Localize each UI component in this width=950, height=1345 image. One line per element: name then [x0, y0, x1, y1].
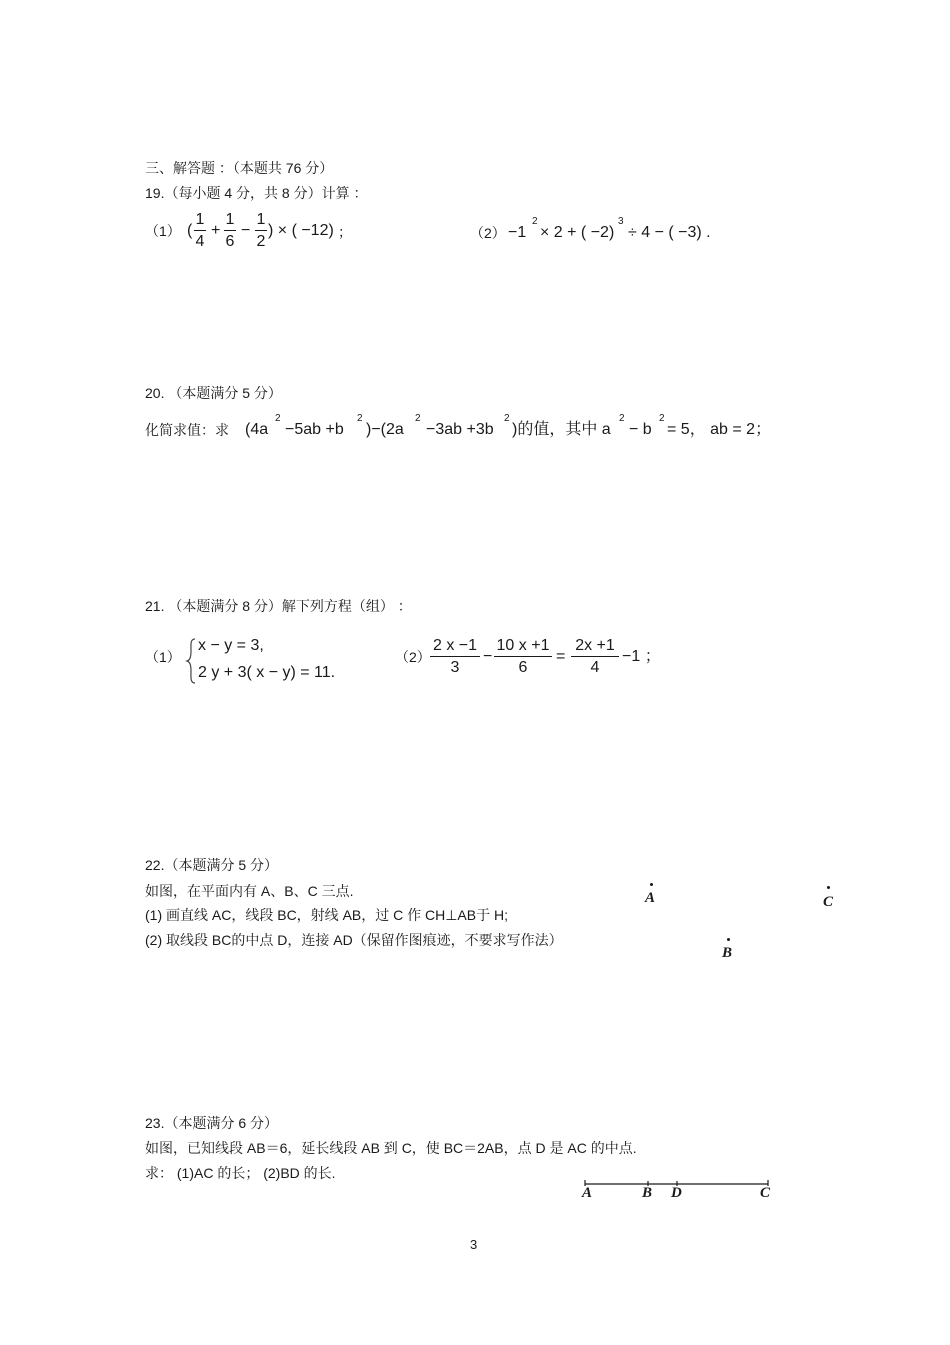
denominator: 2	[256, 233, 266, 250]
exponent: 2	[357, 413, 363, 424]
q20-expr-5: )的值，其中 a	[512, 421, 611, 438]
exponent: 2	[275, 413, 281, 424]
fraction-bar	[224, 230, 236, 231]
numerator: 2x +1	[575, 637, 615, 654]
page-number: 3	[470, 1237, 478, 1252]
fraction-bar	[255, 230, 267, 231]
q19-fraction-2	[224, 211, 236, 251]
q19-fraction-1	[194, 211, 206, 251]
denominator: 6	[225, 233, 235, 250]
q21-header: 21. （本题满分 8 分）解下列方程（组） ：	[145, 598, 412, 614]
denominator: 4	[195, 233, 205, 250]
fraction-bar	[430, 656, 480, 657]
q23-line-1: 如图，已知线段 AB＝6，延长线段 AB 到 C，使 BC＝2AB，点 D 是 AC 的中点.	[145, 1140, 637, 1156]
segment-point-b: B	[642, 1185, 653, 1201]
q19-header: 19.（每小题 4 分，共 8 分）计算 ：	[145, 185, 368, 201]
exponent: 2	[504, 413, 510, 424]
q23-line-2: 求： (1)AC 的长； (2)BD 的长.	[145, 1165, 336, 1181]
q19-part1-label: （1）	[145, 223, 181, 239]
exponent: 2	[659, 413, 665, 424]
q23-header: 23.（本题满分 6 分）	[145, 1115, 279, 1131]
system-brace-icon	[185, 637, 197, 685]
numerator: 1	[225, 211, 235, 228]
point-b-label: B	[722, 945, 733, 961]
q22-header: 22.（本题满分 5 分）	[145, 857, 279, 873]
point-c-dot	[827, 886, 830, 889]
numerator: 1	[256, 211, 266, 228]
section-title: 三、解答题 ：（本题共 76 分）	[145, 160, 334, 176]
q19-part2-c: ÷ 4 − ( −3) .	[628, 224, 711, 241]
q20-expr-3: )−(2a	[366, 421, 404, 438]
fraction-bar	[571, 656, 619, 657]
segment-point-c: C	[760, 1185, 771, 1201]
fraction-bar	[194, 230, 206, 231]
q21-part2-label: （2）	[395, 649, 431, 665]
plus-sign: +	[211, 222, 221, 239]
exponent: 2	[532, 216, 538, 227]
q20-expr-6: − b	[629, 421, 652, 438]
q20-expr-4: −3ab +3b	[426, 421, 494, 438]
fraction-bar	[494, 656, 552, 657]
q21-fraction-3	[571, 637, 619, 677]
q22-line-2: (1) 画直线 AC，线段 BC，射线 AB，过 C 作 CH⊥AB于 H;	[145, 907, 509, 923]
numerator: 1	[195, 211, 205, 228]
minus-sign: −	[483, 648, 493, 665]
q20-header: 20. （本题满分 5 分）	[145, 385, 282, 401]
q19-open-paren: (	[187, 222, 193, 239]
q19-fraction-3	[255, 211, 267, 251]
q21-eq-line-1: x − y = 3,	[198, 637, 264, 654]
q21-fraction-2	[494, 637, 552, 677]
segment-point-a: A	[582, 1185, 593, 1201]
q21-part1-label: （1）	[145, 649, 181, 665]
exponent: 3	[618, 216, 624, 227]
denominator: 6	[518, 659, 528, 676]
q20-lead: 化简求值：求	[145, 422, 229, 438]
q21-part2-tail: −1 ；	[622, 648, 661, 665]
q20-expr-1: (4a	[245, 421, 269, 438]
segment-point-d: D	[671, 1185, 682, 1201]
exponent: 2	[619, 413, 625, 424]
q20-expr-2: −5ab +b	[285, 421, 344, 438]
q19-part1-tail: ) × ( −12)	[268, 222, 334, 239]
numerator: 2 x −1	[432, 637, 478, 654]
equals-sign: =	[556, 648, 566, 665]
semicolon: ；	[338, 224, 352, 240]
numerator: 10 x +1	[496, 637, 550, 654]
point-a-dot	[650, 883, 653, 886]
q22-line-3: (2) 取线段 BC的中点 D，连接 AD（保留作图痕迹，不要求写作法）	[145, 932, 563, 948]
q21-fraction-1	[430, 637, 480, 677]
point-a-label: A	[645, 890, 656, 906]
point-b-dot	[727, 938, 730, 941]
denominator: 4	[590, 659, 600, 676]
q22-line-1: 如图，在平面内有 A、B、C 三点.	[145, 883, 354, 899]
exponent: 2	[415, 413, 421, 424]
minus-sign: −	[241, 222, 251, 239]
q21-eq-line-2: 2 y + 3( x − y) = 11.	[198, 664, 336, 681]
point-c-label: C	[823, 894, 834, 910]
q19-part2-b: × 2 + ( −2)	[540, 224, 615, 241]
denominator: 3	[450, 659, 460, 676]
q19-part2-a: −1	[508, 224, 527, 241]
q20-expr-7: = 5， ab = 2；	[667, 421, 772, 438]
q19-part2-label: （2）	[470, 225, 506, 241]
